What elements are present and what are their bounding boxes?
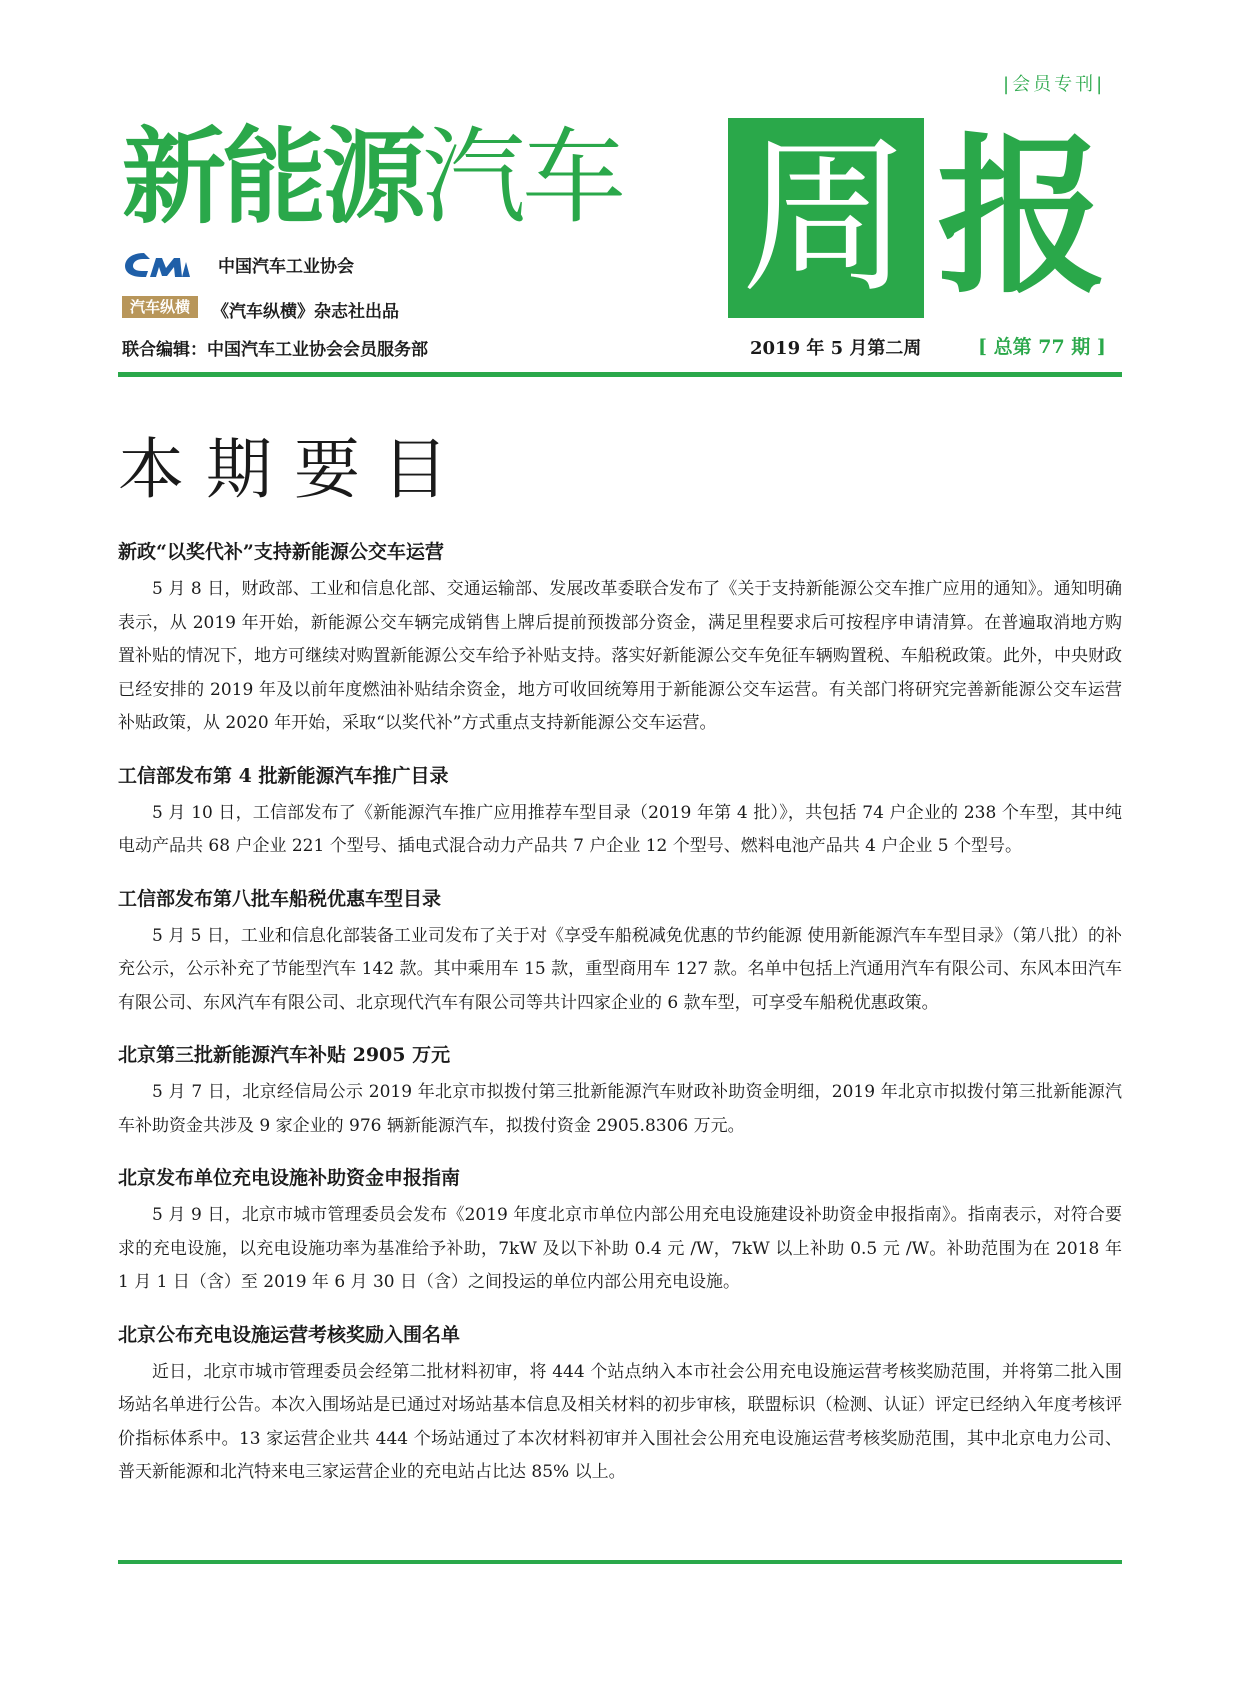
caam-logo-icon bbox=[122, 250, 192, 280]
issue-date: 2019 年 5 月第二周 bbox=[750, 338, 922, 359]
article-title: 工信部发布第 4 批新能源汽车推广目录 bbox=[118, 764, 449, 787]
masthead-light: 汽车 bbox=[422, 116, 623, 238]
article-item bbox=[118, 538, 1122, 741]
article-body: 近日，北京市城市管理委员会经第二批材料初审，将 444 个站点纳入本市社会公用充电设施运营考核奖励范围，并将第二批入围场站名单进行公告。本次入围场站是已通过对场站基本信息及相关材料的初步审核，联盟标识（检测、认证）评定已经纳入年度考核评价指标体系中。13 家运营企业共 444 个场站通过了本次材料初审并入围社会公用充电设施运营考核奖励范围，其中北京电力公司、普天新能源和北汽特来电三家运营企业的充电站占比达 85% 以上。 bbox=[118, 1361, 1122, 1482]
article-item bbox=[118, 885, 1122, 1021]
footer-divider bbox=[118, 1560, 1122, 1564]
masthead-title bbox=[122, 112, 702, 242]
issue-number: [ 总第 77 期 ] bbox=[978, 336, 1106, 358]
masthead-bold: 新能源 bbox=[122, 116, 423, 238]
article-item bbox=[118, 762, 1122, 864]
article-body: 5 月 10 日，工信部发布了《新能源汽车推广应用推荐车型目录（2019 年第 4 批）》，共包括 74 户企业的 238 个车型，其中纯电动产品共 68 户企业 221 个型号、插电式混合动力产品共 7 户企业 12 个型号、燃料电池产品共 4 户企业 5 个型号。 bbox=[118, 802, 1122, 856]
article-list bbox=[118, 538, 1122, 1511]
weekly-char-zhou: 周 bbox=[728, 118, 924, 318]
auto-review-logo: 汽车纵横 bbox=[122, 296, 198, 318]
editor-line: 联合编辑：中国汽车工业协会会员服务部 bbox=[122, 340, 428, 360]
article-title: 北京公布充电设施运营考核奖励入围名单 bbox=[118, 1323, 461, 1346]
org-name: 中国汽车工业协会 bbox=[218, 257, 354, 277]
article-body: 5 月 9 日，北京市城市管理委员会发布《2019 年度北京市单位内部公用充电设施建设补助资金申报指南》。指南表示，对符合要求的充电设施，以充电设施功率为基准给予补助，7kW 及以下补助 0.4 元 /W，7kW 以上补助 0.5 元 /W。补助范围为在 2018 年 1 月 1 日（含）至 2019 年 6 月 30 日（含）之间投运的单位内部公用充电设施。 bbox=[118, 1205, 1122, 1292]
article-title: 北京发布单位充电设施补助资金申报指南 bbox=[118, 1167, 461, 1189]
article-body: 5 月 5 日，工业和信息化部装备工业司发布了关于对《享受车船税减免优惠的节约能源 使用新能源汽车车型目录》（第八批）的补充公示，公示补充了节能型汽车 142 款。其中乘用车 15 款，重型商用车 127 款。名单中包括上汽通用汽车有限公司、东风本田汽车有限公司、东风汽车有限公司、北京现代汽车有限公司等共计四家企业的 6 款车型，可享受车船税优惠政策。 bbox=[118, 925, 1122, 1013]
member-edition-tag: |会员专刊| bbox=[1003, 74, 1106, 95]
weekly-char-bao: 报 bbox=[936, 119, 1107, 317]
article-body: 5 月 7 日，北京经信局公示 2019 年北京市拟拨付第三批新能源汽车财政补助资金明细，2019 年北京市拟拨付第三批新能源汽车补助资金共涉及 9 家企业的 976 辆新能源汽车，拟拨付资金 2905.8306 万元。 bbox=[118, 1082, 1122, 1136]
article-title: 北京第三批新能源汽车补贴 2905 万元 bbox=[118, 1044, 451, 1066]
article-title: 工信部发布第八批车船税优惠车型目录 bbox=[118, 887, 442, 910]
section-title: 本期要目 bbox=[118, 431, 470, 508]
header-divider bbox=[118, 372, 1122, 377]
article-item bbox=[118, 1041, 1122, 1143]
article-body: 5 月 8 日，财政部、工业和信息化部、交通运输部、发展改革委联合发布了《关于支持新能源公交车推广应用的通知》。通知明确表示，从 2019 年开始，新能源公交车辆完成销售上牌后提前预拨部分资金，满足里程要求后可按程序申请清算。在普遍取消地方购置补贴的情况下，地方可继续对购置新能源公交车给予补贴支持。落实好新能源公交车免征车辆购置税、车船税政策。此外，中央财政已经安排的 2019 年及以前年度燃油补贴结余资金，地方可收回统筹用于新能源公交车运营。有关部门将研究完善新能源公交车运营补贴政策，从 2020 年开始，采取“以奖代补”方式重点支持新能源公交车运营。 bbox=[118, 579, 1122, 733]
article-title: 新政“以奖代补”支持新能源公交车运营 bbox=[118, 541, 444, 563]
article-item bbox=[118, 1164, 1122, 1300]
article-item bbox=[118, 1321, 1122, 1490]
publisher-line: 《汽车纵横》杂志社出品 bbox=[212, 302, 399, 322]
